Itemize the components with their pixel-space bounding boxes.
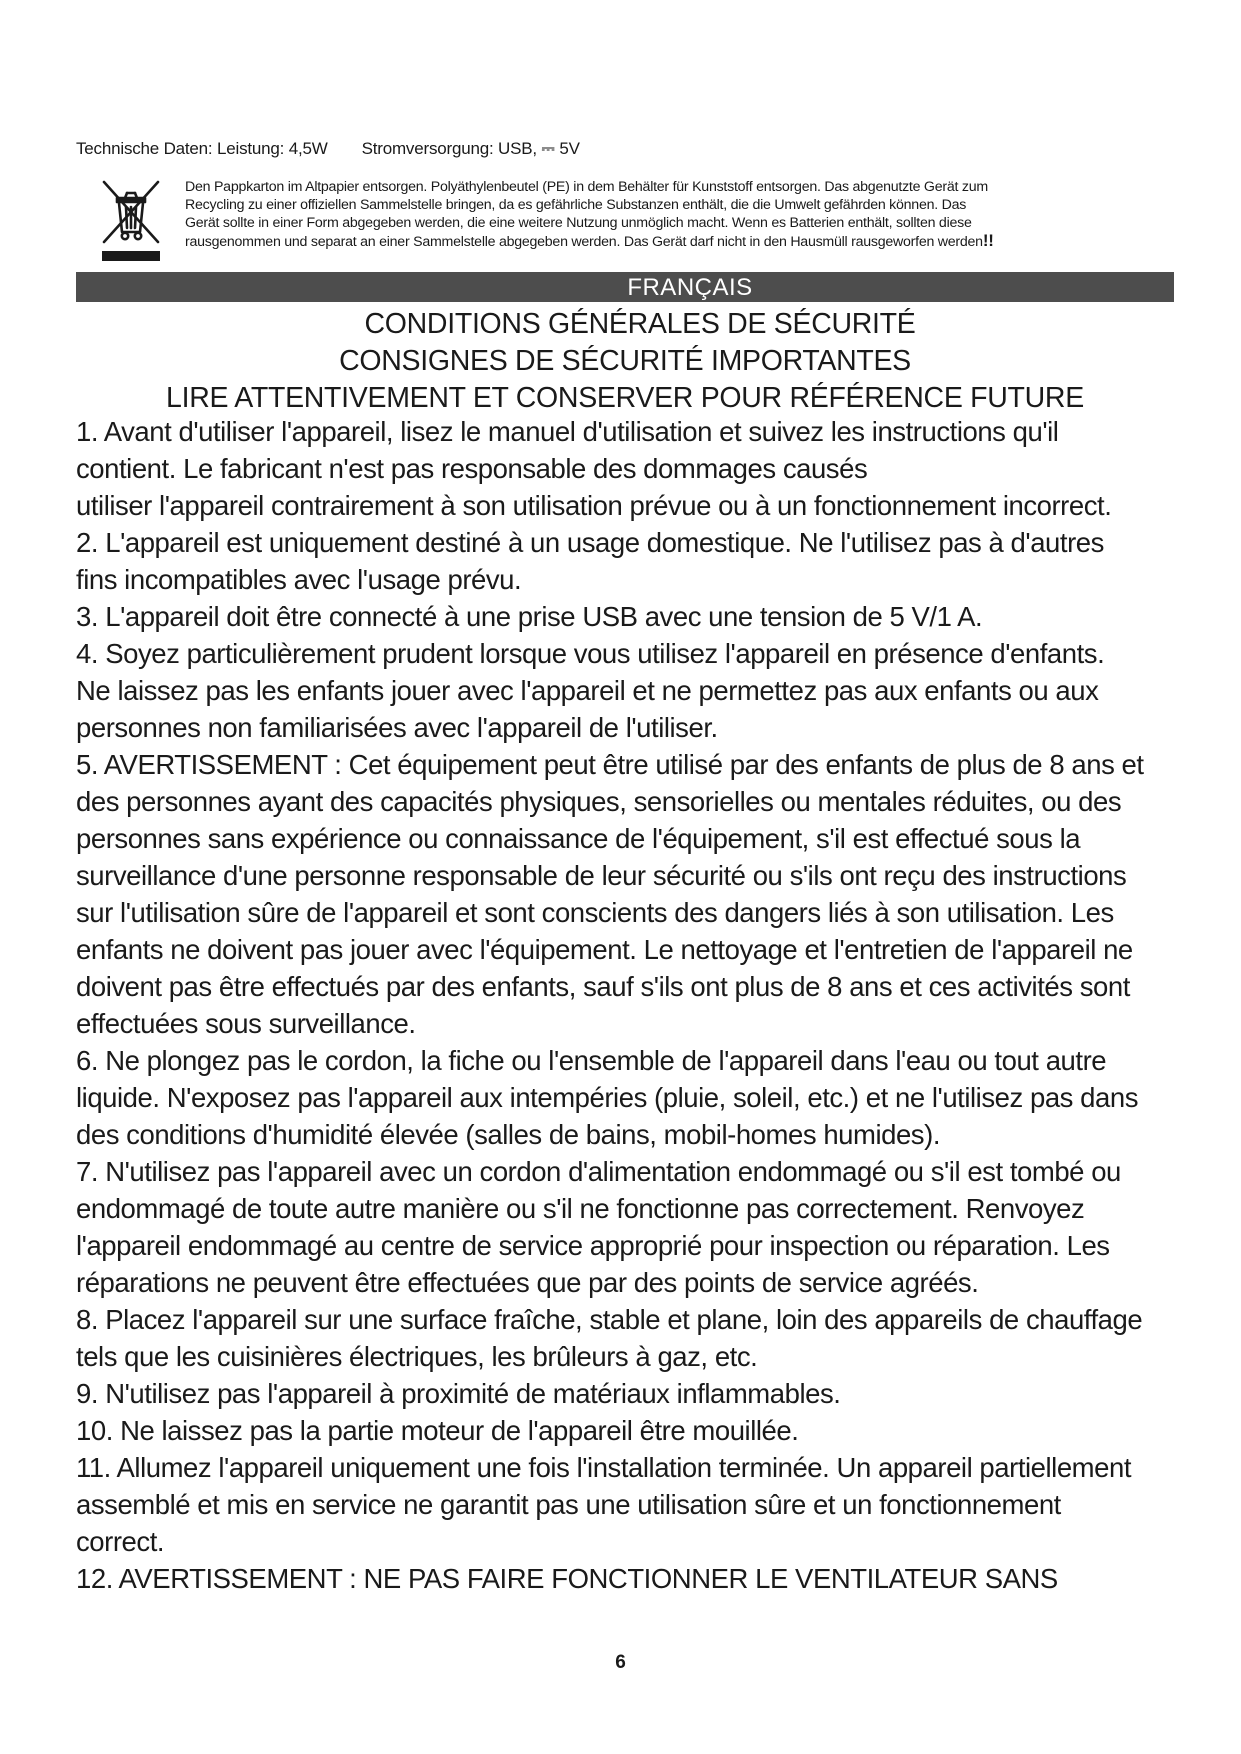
disposal-notice	[96, 178, 1146, 262]
instruction-line: 6. Ne plongez pas le cordon, la fiche ou l'ensemble de l'appareil dans l'eau ou tout autre	[76, 1045, 1107, 1076]
instruction-line: effectuées sous surveillance.	[76, 1008, 416, 1039]
instruction-line: 4. Soyez particulièrement prudent lorsque vous utilisez l'appareil en présence d'enfants.	[76, 638, 1105, 669]
instruction-line: 5. AVERTISSEMENT : Cet équipement peut être utilisé par des enfants de plus de 8 ans et	[76, 749, 1144, 780]
page-number: 6	[615, 1652, 626, 1673]
instruction-line: sur l'utilisation sûre de l'appareil et sont conscients des dangers liés à son utilisation. Les	[76, 897, 1114, 928]
instruction-line: personnes non familiarisées avec l'appareil de l'utiliser.	[76, 712, 718, 743]
weee-crossed-bin-icon	[96, 178, 166, 262]
language-section-bar	[76, 272, 1174, 302]
instruction-line: 2. L'appareil est uniquement destiné à un usage domestique. Ne l'utilisez pas à d'autres	[76, 527, 1104, 558]
instruction-line: 7. N'utilisez pas l'appareil avec un cordon d'alimentation endommagé ou s'il est tombé ou	[76, 1156, 1121, 1187]
technical-data-supply: Stromversorgung: USB, ⎓ 5V	[361, 139, 580, 158]
instruction-line: des conditions d'humidité élevée (salles de bains, mobil-homes humides).	[76, 1119, 941, 1150]
heading-important-instructions: CONSIGNES DE SÉCURITÉ IMPORTANTES	[339, 345, 911, 377]
instruction-line: contient. Le fabricant n'est pas responsable des dommages causés	[76, 453, 868, 484]
disposal-line	[185, 232, 1235, 251]
disposal-emphasis: !!	[982, 231, 994, 250]
safety-instructions-list	[76, 413, 1186, 1597]
technical-data-power: Technische Daten: Leistung: 4,5W	[76, 139, 328, 158]
instruction-line: 3. L'appareil doit être connecté à une prise USB avec une tension de 5 V/1 A.	[76, 601, 983, 632]
instruction-line: Ne laissez pas les enfants jouer avec l'appareil et ne permettez pas aux enfants ou aux	[76, 675, 1099, 706]
instruction-line: 12. AVERTISSEMENT : NE PAS FAIRE FONCTIONNER LE VENTILATEUR SANS	[76, 1563, 1058, 1594]
instruction-line: personnes sans expérience ou connaissance de l'équipement, s'il est effectué sous la	[76, 823, 1081, 854]
instruction-line: réparations ne peuvent être effectuées que par des points de service agréés.	[76, 1267, 979, 1298]
instruction-line: correct.	[76, 1526, 165, 1557]
disposal-text	[185, 178, 1235, 251]
instruction-line: 11. Allumez l'appareil uniquement une fois l'installation terminée. Un appareil partiellement	[76, 1452, 1132, 1483]
instruction-line: endommagé de toute autre manière ou s'il ne fonctionne pas correctement. Renvoyez	[76, 1193, 1085, 1224]
instruction-line: fins incompatibles avec l'usage prévu.	[76, 564, 522, 595]
instruction-line: 10. Ne laissez pas la partie moteur de l'appareil être mouillée.	[76, 1415, 799, 1446]
safety-headings	[76, 306, 1174, 417]
instruction-line: tels que les cuisinières électriques, les brûleurs à gaz, etc.	[76, 1341, 758, 1372]
instruction-line: enfants ne doivent pas jouer avec l'équipement. Le nettoyage et l'entretien de l'appareil ne	[76, 934, 1133, 965]
instruction-line: 9. N'utilisez pas l'appareil à proximité de matériaux inflammables.	[76, 1378, 841, 1409]
instruction-line: 1. Avant d'utiliser l'appareil, lisez le manuel d'utilisation et suivez les instructions qu'il	[76, 416, 1059, 447]
disposal-line-text: rausgenommen und separat an einer Sammelstelle abgegeben werden. Das Gerät darf nicht in den Hausmüll rausgeworfen werden	[185, 234, 983, 250]
instruction-line: liquide. N'exposez pas l'appareil aux intempéries (pluie, soleil, etc.) et ne l'utilisez pas dans	[76, 1082, 1138, 1113]
instruction-line: surveillance d'une personne responsable de leur sécurité ou s'ils ont reçu des instructions	[76, 860, 1127, 891]
language-label: FRANÇAIS	[627, 274, 753, 301]
disposal-line: Den Pappkarton im Altpapier entsorgen. Polyäthylenbeutel (PE) in dem Behälter für Kunststoff entsorgen. Das abgenutzte Gerät zum	[185, 179, 988, 195]
instruction-line: utiliser l'appareil contrairement à son utilisation prévue ou à un fonctionnement incorrect.	[76, 490, 1112, 521]
instruction-line: 8. Placez l'appareil sur une surface fraîche, stable et plane, loin des appareils de chauffage	[76, 1304, 1143, 1335]
heading-general-safety: CONDITIONS GÉNÉRALES DE SÉCURITÉ	[364, 308, 916, 340]
heading-read-carefully: LIRE ATTENTIVEMENT ET CONSERVER POUR RÉFÉRENCE FUTURE	[166, 382, 1084, 414]
instruction-line: assemblé et mis en service ne garantit pas une utilisation sûre et un fonctionnement	[76, 1489, 1061, 1520]
instruction-line: des personnes ayant des capacités physiques, sensorielles ou mentales réduites, ou des	[76, 786, 1122, 817]
disposal-line: Gerät sollte in einer Form abgegeben werden, die eine weitere Nutzung unmöglich macht. Wenn es Batterien enthält, sollten diese	[185, 215, 972, 231]
instruction-line: l'appareil endommagé au centre de service approprié pour inspection ou réparation. Les	[76, 1230, 1110, 1261]
instruction-line: doivent pas être effectués par des enfants, sauf s'ils ont plus de 8 ans et ces activités sont	[76, 971, 1130, 1002]
technical-data	[76, 139, 580, 159]
disposal-line: Recycling zu einer offiziellen Sammelstelle bringen, da es gefährliche Substanzen enthält, die die Umwelt gefährden können. Das	[185, 197, 967, 213]
